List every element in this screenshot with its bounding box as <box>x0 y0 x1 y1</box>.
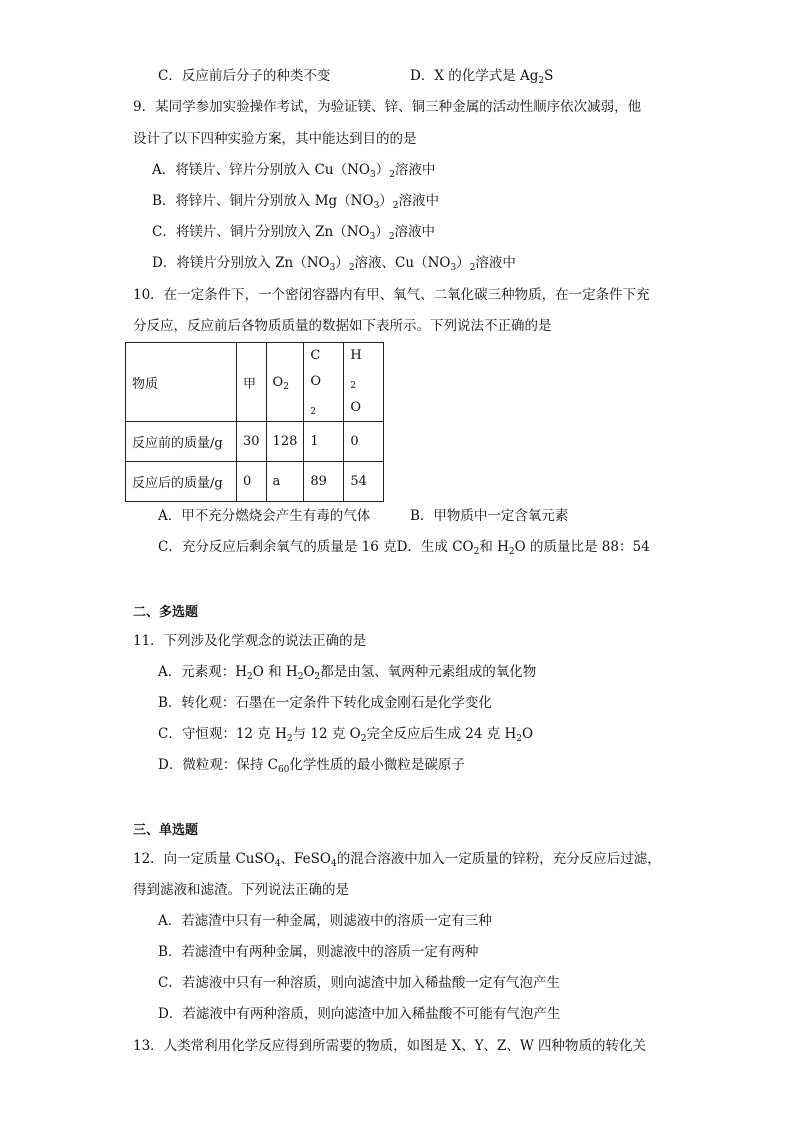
header-h2o: $H_2$ O <box>344 343 384 422</box>
table-row-before <box>126 422 384 462</box>
q8-option-d: D．X 的化学式是 $Ag_2S$ <box>410 68 554 86</box>
header-substance: 物质 <box>126 343 237 422</box>
section-title-multi: 二、多选题 <box>133 605 199 620</box>
q11-stem: 11．下列涉及化学观念的说法正确的是 <box>133 633 367 649</box>
q11-option-a: A．元素观：$H_2O$ 和 $H_2O_2$都是由氢、氧两种元素组成的氧化物 <box>158 664 537 682</box>
q9-option-b: B．将锌片、铜片分别放入 $Mg(NO_3)_2$溶液中 <box>152 193 440 211</box>
q11-option-b: B．转化观：石墨在一定条件下转化成金刚石是化学变化 <box>158 695 492 711</box>
table-header-row <box>126 343 384 422</box>
cell: 128 <box>266 422 304 462</box>
cell: 0 <box>237 462 267 502</box>
header-jia: 甲 <box>237 343 267 422</box>
header-o2: $O_2$ <box>266 343 304 422</box>
q9-option-d: D．将镁片分别放入 $Zn(NO_3)_2$溶液、$Cu(NO_3)_2$溶液中 <box>152 255 516 273</box>
q10-stem-line2: 分反应，反应前后各物质质量的数据如下表所示。下列说法不正确的是 <box>133 318 552 334</box>
q12-stem-line1: 12．向一定质量 CuSO$_4$、FeSO$_4$的混合溶液中加入一定质量的锌粉，充分反应后过滤， <box>133 851 661 869</box>
cell: 89 <box>304 462 344 502</box>
q11-option-c: C．守恒观：12 克 $H_2$与 12 克 $O_2$完全反应后生成 24 克 $H_2O$ <box>158 726 534 744</box>
cell: a <box>266 462 304 502</box>
q12-option-a: A．若滤渣中只有一种金属，则滤液中的溶质一定有三种 <box>158 913 492 929</box>
section-title-single: 三、单选题 <box>133 823 199 838</box>
q9-stem-line1: 9．某同学参加实验操作考试，为验证镁、锌、铜三种金属的活动性顺序依次减弱，他 <box>133 99 642 115</box>
row-after-label: 反应后的质量/g <box>126 462 237 502</box>
q12-stem-line2: 得到滤液和滤渣。下列说法正确的是 <box>133 882 349 898</box>
q10-option-a: A．甲不充分燃烧会产生有毒的气体 <box>158 508 371 524</box>
q10-stem-line1: 10．在一定条件下，一个密闭容器内有甲、氧气、二氧化碳三种物质，在一定条件下充 <box>133 287 650 303</box>
q11-option-d: D．微粒观：保持 $C_{60}$化学性质的最小微粒是碳原子 <box>158 757 465 775</box>
cell: 1 <box>304 422 344 462</box>
q12-option-c: C．若滤液中只有一种溶质，则向滤渣中加入稀盐酸一定有气泡产生 <box>158 975 560 991</box>
q9-stem-line2: 设计了以下四种实验方案，其中能达到目的的是 <box>133 131 417 147</box>
q10-option-b: B．甲物质中一定含氧元素 <box>410 508 569 524</box>
q12-option-d: D．若滤液中有两种溶质，则向滤渣中加入稀盐酸不可能有气泡产生 <box>158 1006 561 1022</box>
q8-option-c: C．反应前后分子的种类不变 <box>158 68 331 84</box>
q9-option-c: C．将镁片、铜片分别放入 $Zn(NO_3)_2$溶液中 <box>152 224 436 242</box>
header-co2: CO $_2$ <box>304 343 344 422</box>
row-before-label: 反应前的质量/g <box>126 422 237 462</box>
cell: 0 <box>344 422 384 462</box>
q10-option-cd: C．充分反应后剩余氧气的质量是 16 克D．生成 $CO_2$和 $H_2O$ 的质量比是 88：54 <box>158 539 650 557</box>
q9-option-a: A．将镁片、锌片分别放入 $Cu(NO_3)_2$溶液中 <box>152 162 436 180</box>
q13-stem: 13．人类常利用化学反应得到所需要的物质，如图是 X、Y、Z、W 四种物质的转化关 <box>133 1038 647 1054</box>
cell: 54 <box>344 462 384 502</box>
q12-option-b: B．若滤渣中有两种金属，则滤液中的溶质一定有两种 <box>158 944 479 960</box>
q10-mass-table <box>125 342 384 502</box>
table-row-after <box>126 462 384 502</box>
cell: 30 <box>237 422 267 462</box>
